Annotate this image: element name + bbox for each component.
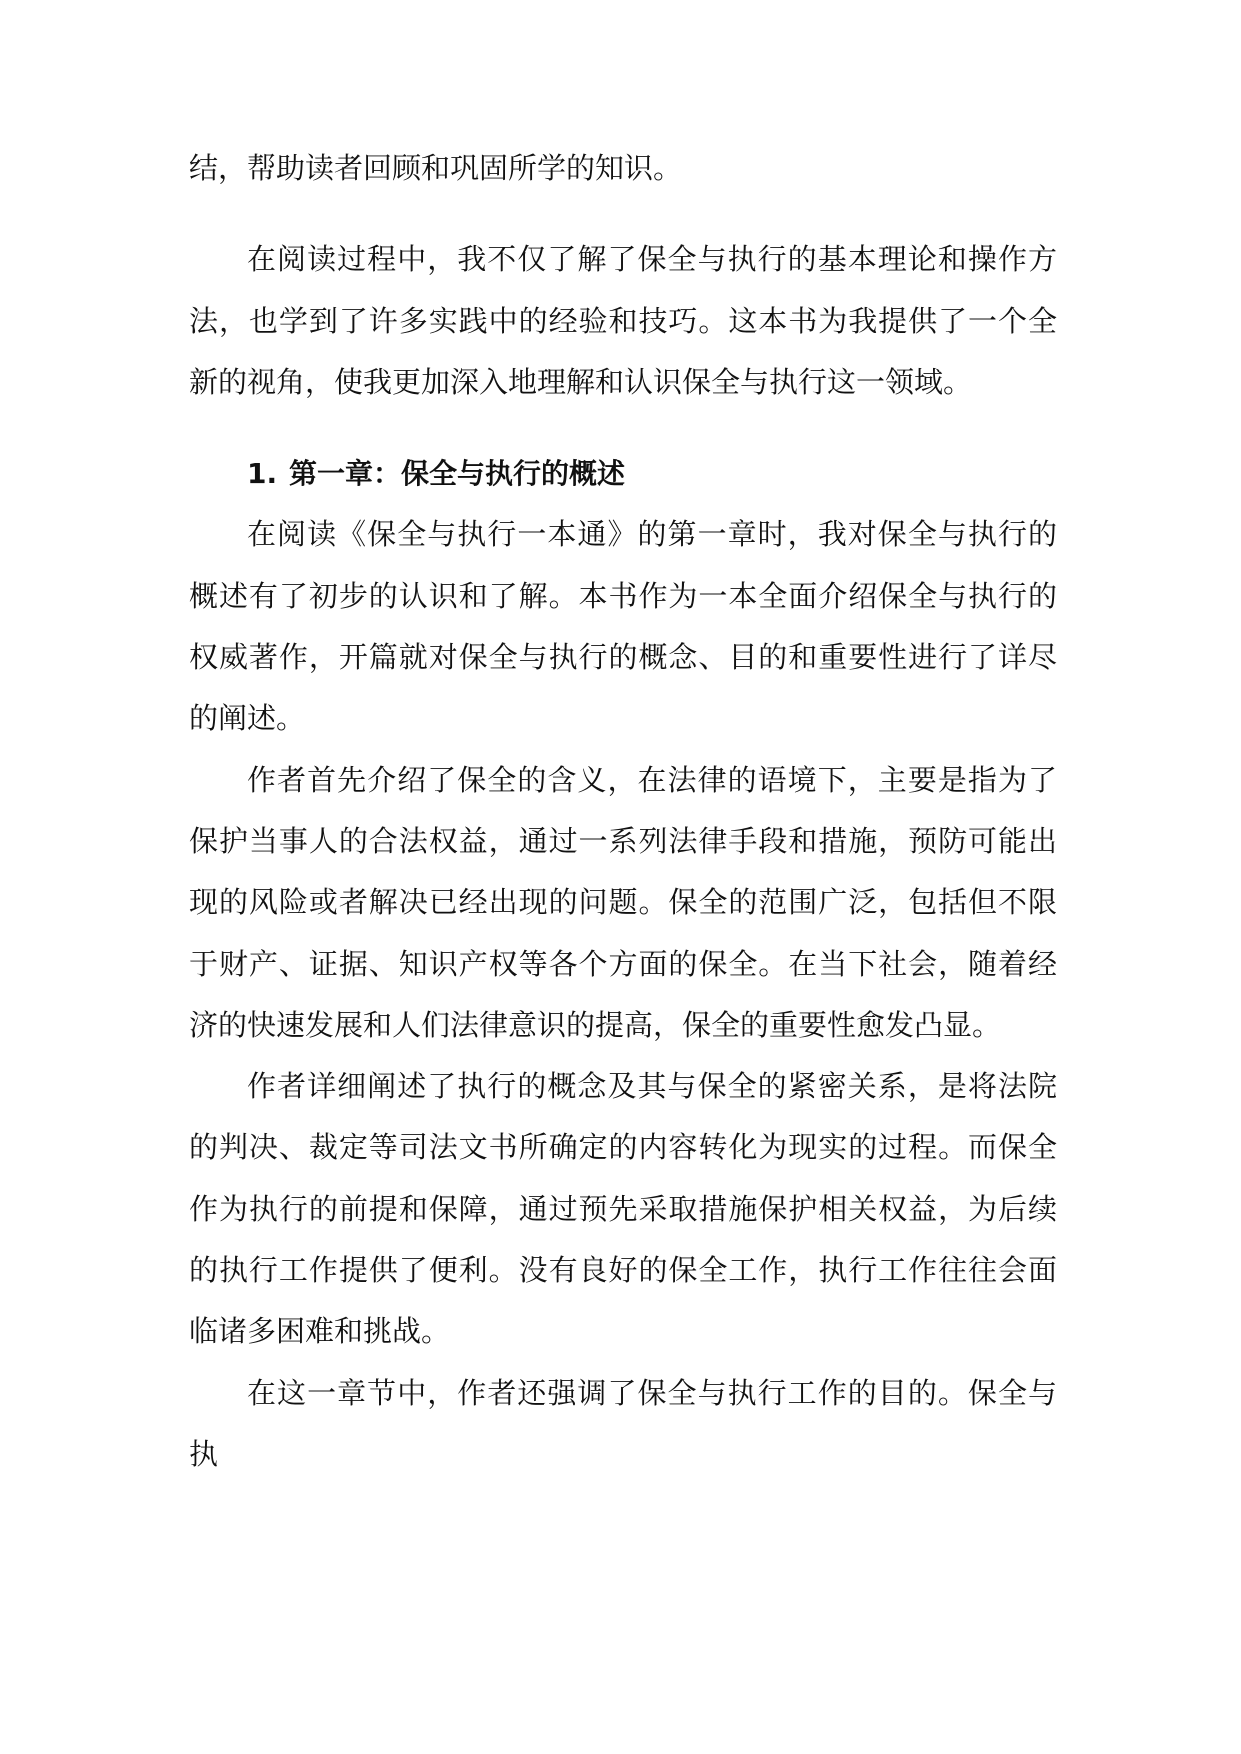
document-page xyxy=(189,138,1057,1485)
chapter-paragraph-4: 在这一章节中，作者还强调了保全与执行工作的目的。保全与执 xyxy=(189,1375,1057,1471)
chapter-paragraph-1: 在阅读《保全与执行一本通》的第一章时，我对保全与执行的概述有了初步的认识和了解。本书作为一本全面介绍保全与执行的权威著作，开篇就对保全与执行的概念、目的和重要性进行了详尽的阐述。 xyxy=(189,517,1057,736)
intro-paragraph-continuation: 结，帮助读者回顾和巩固所学的知识。 xyxy=(189,151,683,185)
intro-paragraph: 在阅读过程中，我不仅了解了保全与执行的基本理论和操作方法，也学到了许多实践中的经验和技巧。这本书为我提供了一个全新的视角，使我更加深入地理解和认识保全与执行这一领域。 xyxy=(189,242,1057,399)
chapter-paragraph-2: 作者首先介绍了保全的含义，在法律的语境下，主要是指为了保护当事人的合法权益，通过一系列法律手段和措施，预防可能出现的风险或者解决已经出现的问题。保全的范围广泛，包括但不限于财产、证据、知识产权等各个方面的保全。在当下社会，随着经济的快速发展和人们法律意识的提高，保全的重要性愈发凸显。 xyxy=(189,762,1057,1042)
chapter-paragraph-3: 作者详细阐述了执行的概念及其与保全的紧密关系，是将法院的判决、裁定等司法文书所确定的内容转化为现实的过程。而保全作为执行的前提和保障，通过预先采取措施保护相关权益，为后续的执行工作提供了便利。没有良好的保全工作，执行工作往往会面临诸多困难和挑战。 xyxy=(189,1069,1057,1349)
chapter-heading xyxy=(189,443,1057,504)
chapter-title: 第一章：保全与执行的概述 xyxy=(289,457,626,491)
chapter-number: 1. xyxy=(247,457,278,491)
